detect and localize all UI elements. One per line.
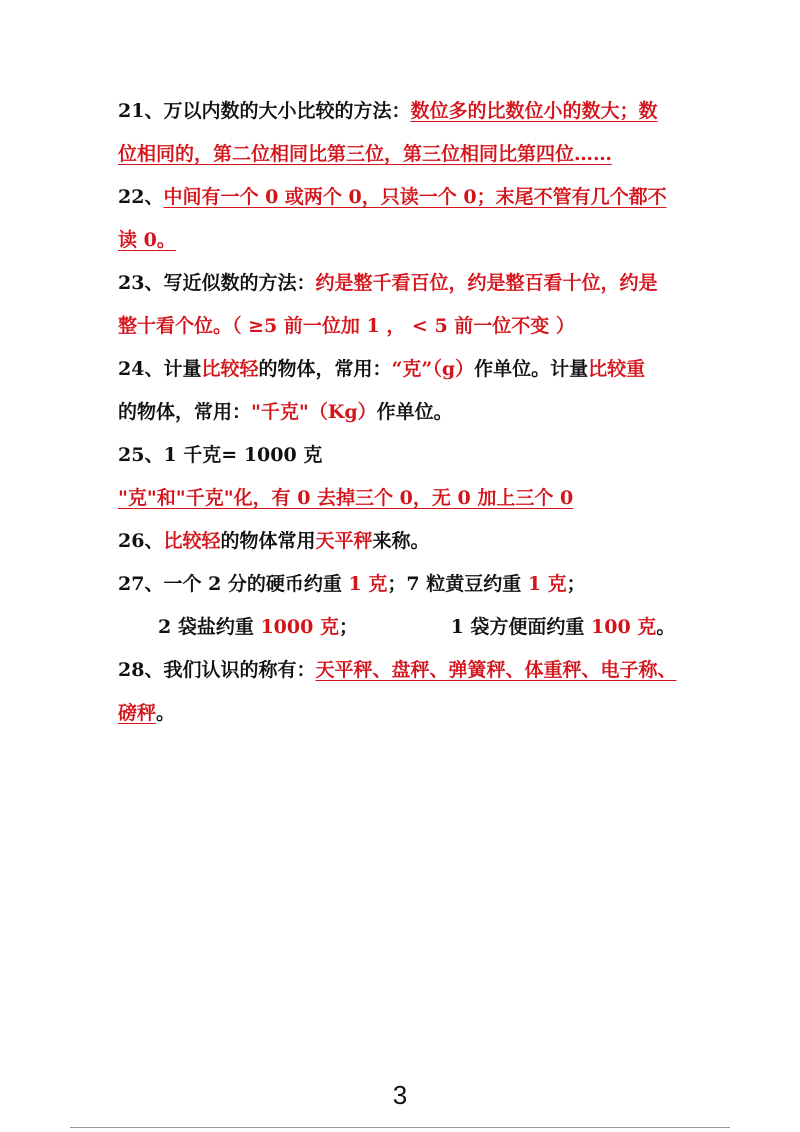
item-21-line-1: 21、万以内数的大小比较的方法：数位多的比数位小的数大；数 — [118, 100, 658, 122]
item-24-line-2: 的物体，常用："千克"（Kg）作单位。 — [118, 401, 453, 423]
item-23-line-1: 23、写近似数的方法：约是整千看百位，约是整百看十位，约是 — [118, 272, 658, 294]
item-28-line-1: 28、我们认识的称有：天平秤、盘秤、弹簧秤、体重秤、电子称、 — [118, 659, 677, 681]
item-27-line-1: 27、一个 2 分的硬币约重 1 克；7 粒黄豆约重 1 克； — [118, 573, 586, 595]
item-27-line-2: 2 袋盐约重 1000 克； 1 袋方便面约重 100 克。 — [158, 616, 676, 638]
page-number: 3 — [392, 1080, 408, 1110]
item-21-line-2: 位相同的，第二位相同比第三位，第三位相同比第四位…… — [118, 143, 613, 165]
item-25-line-2: "克"和"千克"化，有 0 去掉三个 0，无 0 加上三个 0 — [118, 487, 574, 509]
item-28-line-2: 磅秤。 — [118, 702, 176, 724]
item-24-line-1: 24、计量比较轻的物体，常用：“克”（g）作单位。计量比较重 — [118, 358, 646, 380]
item-26-line: 26、比较轻的物体常用天平秤来称。 — [118, 530, 430, 552]
item-22-line-2: 读 0。 — [118, 229, 176, 251]
item-22-line-1: 22、中间有一个 0 或两个 0，只读一个 0；末尾不管有几个都不 — [118, 186, 667, 208]
item-23-line-2: 整十看个位。（ ≥5 前一位加 1 ， < 5 前一位不变 ） — [118, 315, 575, 337]
item-25-line-1: 25、1 千克= 1000 克 — [118, 444, 323, 466]
bottom-divider — [70, 1127, 730, 1128]
